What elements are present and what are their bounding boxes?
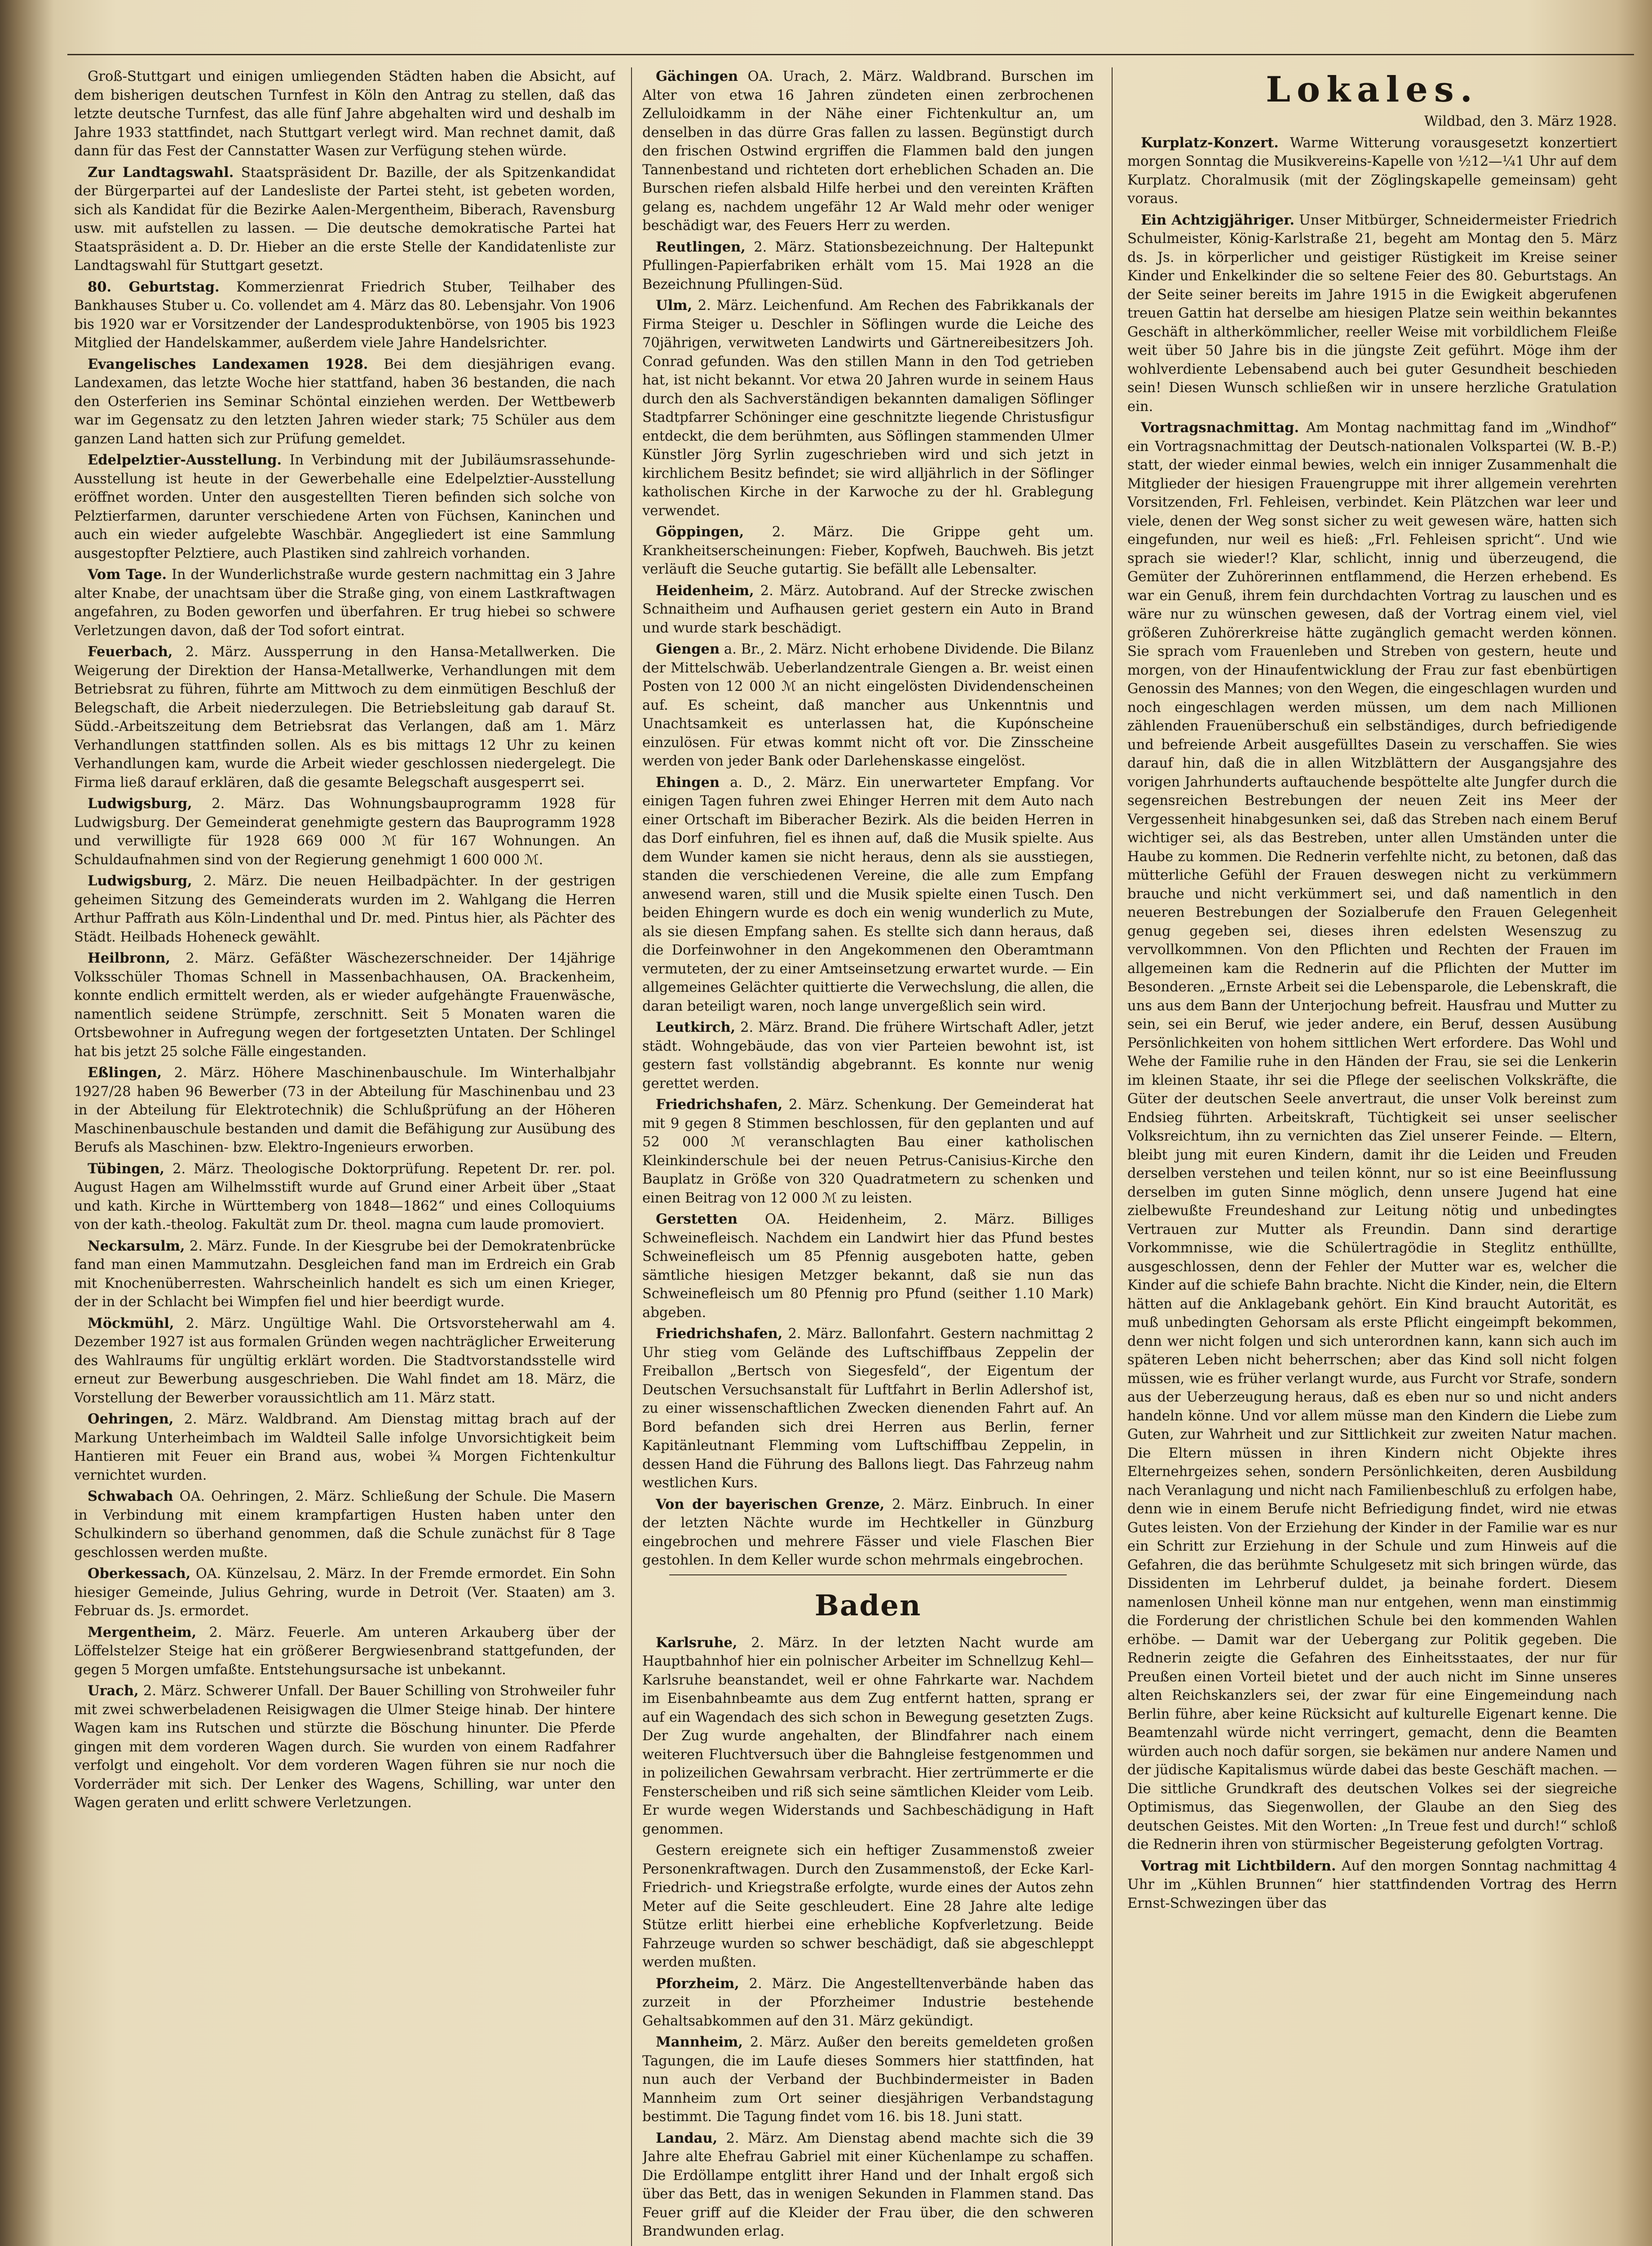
article-text: OA. Urach, 2. März. Waldbrand. Burschen im Alter von etwa 16 Jahren zündeten einen zerbrochenen Zelluloidkamm in der Nähe einer Fichtenkultur an, um denselben in das dürre Gras fallen zu lassen. Begünstigt durch den frischen Ostwind ergriffen die Flammen bald den jungen Tannenbestand und richteten dort erheblichen Schaden an. Die Burschen riefen alsbald Hilfe herbei und den vereinten Kräften gelang es, nachdem ungefähr 12 Ar Wald mehr oder weniger beschädigt war, des Feuers Herr zu werden.: [642, 69, 1094, 234]
article-text: 2. März. Außer den bereits gemeldeten großen Tagungen, die im Laufe dieses Sommers hier stattfinden, hat nun auch der Verband der Buchbindermeister in Baden Mannheim zum Ort seiner diesjährigen Verbandstagung bestimmt. Die Tagung findet vom 16. bis 18. Juni statt.: [642, 2034, 1094, 2125]
top-rule: [67, 54, 1634, 55]
article-headline: Feuerbach,: [88, 644, 173, 660]
article-headline: Vortragsnachmittag.: [1141, 420, 1299, 436]
article-headline: Neckarsulm,: [88, 1238, 185, 1254]
article-paragraph: [642, 774, 1094, 1016]
article-headline: Göppingen,: [656, 524, 744, 540]
article-headline: Ulm,: [656, 297, 693, 314]
article-headline: Von der bayerischen Grenze,: [656, 1496, 885, 1512]
article-paragraph: [642, 1096, 1094, 1207]
article-headline: Kurplatz-Konzert.: [1141, 134, 1279, 151]
article-text: Groß-Stuttgart und einigen umliegenden Städten haben die Absicht, auf dem bisherigen deutschen Turnfest in Köln den Antrag zu stellen, daß das letzte deutsche Turnfest, das alle fünf Jahre abgehalten wird und deshalb im Jahre 1933 stattfindet, nach Stuttgart verlegt wird. Man rechnet damit, daß dann für das Fest der Cannstatter Wasen zur Verfügung stehen würde.: [74, 69, 615, 159]
article-paragraph: [74, 795, 615, 869]
article-headline: 80. Geburtstag.: [88, 279, 220, 295]
article-paragraph: [74, 1314, 615, 1408]
article-paragraph: [642, 2129, 1094, 2241]
article-text: 2. März. Schenkung. Der Gemeinderat hat mit 9 gegen 8 Stimmen beschlossen, für den geplanten und auf 52 000 ℳ veranschlagten Bau einer katholischen Kleinkinderschule bei der neuen Petrus-Canisius-Kirche den Bauplatz in Größe von 320 Quadratmetern zu schenken und einen Beitrag von 12 000 ℳ zu leisten.: [642, 1097, 1094, 1206]
article-paragraph: [74, 278, 615, 353]
article-headline: Friedrichshafen,: [656, 1096, 783, 1113]
article-paragraph: [74, 1237, 615, 1312]
article-text: OA. Künzelsau, 2. März. In der Fremde ermordet. Ein Sohn hiesiger Gemeinde, Julius Gehring, wurde in Detroit (Ver. Staaten) am 3. Februar ds. Js. ermordet.: [74, 1566, 615, 1619]
article-headline: Gerstetten: [656, 1211, 738, 1227]
article-headline: Landau,: [656, 2130, 718, 2146]
article-headline: Möckmühl,: [88, 1315, 174, 1331]
article-text: 2. März. Autobrand. Auf der Strecke zwischen Schnaitheim und Aufhausen geriet gestern ein Auto in Brand und wurde stark beschädigt.: [642, 583, 1094, 636]
article-paragraph: [642, 640, 1094, 771]
local-news: [1127, 134, 1617, 1913]
article-headline: Reutlingen,: [656, 239, 746, 255]
article-text: 2. März. Funde. In der Kiesgrube bei der Demokratenbrücke fand man einen Mammutzahn. Desgleichen fand man im Erdreich ein Grab mit Knochenüberresten. Wahrscheinlich handelt es sich um einen Krieger, der in der Schlacht bei Wimpfen fiel und hier beerdigt wurde.: [74, 1238, 615, 1310]
article-headline: Vom Tage.: [88, 566, 167, 583]
article-paragraph: [74, 643, 615, 792]
article-headline: Leutkirch,: [656, 1019, 736, 1035]
wuerttemberg-news-continued: [642, 67, 1094, 1570]
article-paragraph: [74, 1410, 615, 1485]
article-text: In Verbindung mit der Jubiläumsrassehunde-Ausstellung ist heute in der Gewerbehalle eine Edelpelztier-Ausstellung eröffnet worden. Unter den ausgestellten Tieren befinden sich solche von Pelztierfarmen, darunter verschiedene Arten von Füchsen, Kaninchen und auch ein wieder aufgelebte Waschbär. Angegliedert ist eine Sammlung ausgestopfter Pelztiere, auch Plastiken sind zahlreich vorhanden.: [74, 452, 615, 562]
article-paragraph: [642, 1841, 1094, 1972]
article-headline: Mergentheim,: [88, 1624, 197, 1640]
column-lokales: [1127, 67, 1617, 2246]
article-text: 2. März. Feuerle. Am unteren Arkauberg über der Löffelstelzer Steige hat ein größerer Bergwiesenbrand stattgefunden, der gegen 5 Morgen umfaßte. Entstehungsursache ist unbekannt.: [74, 1624, 615, 1678]
column-divider: [631, 67, 632, 2246]
article-headline: Vortrag mit Lichtbildern.: [1141, 1857, 1336, 1874]
article-paragraph: [1127, 211, 1617, 416]
article-paragraph: [74, 164, 615, 275]
article-text: Am Montag nachmittag fand im „Windhof“ ein Vortragsnachmittag der Deutsch-nationalen Volkspartei (W. B.-P.) statt, der wieder einmal bewies, welch ein inniger Zusammenhalt die Mitglieder der hiesigen Frauengruppe mit ihrer allgemein verehrten Vorsitzenden, Frl. Fehleisen, verbindet. Kein Plätzchen war leer und viele, denen der Weg sonst sicher zu weit gewesen wäre, hatten sich eingefunden, nur weil es hieß: „Frl. Fehleisen spricht“. Und wie sprach sie wieder!? Klar, schlicht, innig und überzeugend, die Gemüter der Zuhörerinnen entflammend, die Herzen erhebend. Es war ein Genuß, ihrem fein durchdachten Vortrag zu lauschen und es wäre nur zu wünschen gewesen, daß der Vortrag einem viel, viel größeren Zuhörerkreise hätte zugänglich gemacht werden können. Sie sprach vom Frauenleben und Streben von gestern, heute und morgen, von der Hinaufentwicklung der Frau zur fast ebenbürtigen Genossin des Mannes; von den Wegen, die eingeschlagen wurden und noch eingeschlagen werden müssen, um dem nach Millionen zählenden Frauenüberschuß ein selbständiges, durch befriedigende und befreiende Arbeit ausgefülltes Dasein zu verschaffen. Sie wies darauf hin, daß die in allen Witzblättern der Ausgangsjahre des vorigen Jahrhunderts auftauchende bespöttelte alte Jungfer durch die segensreichen Bestrebungen der neuen Zeit ins Meer der Vergessenheit hinabgesunken sei, daß das Streben nach einem Beruf wichtiger sei, als das Bestreben, unter allen Umständen unter die Haube zu kommen. Die Rednerin verfehlte nicht, zu betonen, daß das mütterliche Gefühl der Frauen deswegen nicht zu verkümmern brauche und nicht verkümmert sei, und daß namentlich in den neueren Bestrebungen der Sozialberufe den Frauen Gelegenheit genug gegeben sei, dieses ihren edelsten Wesenszug zu vervollkommnen. Von den Pflichten und Rechten der Frauen im allgemeinen kam die Rednerin auf die Pflichten der Mutter im Besonderen. „Ernste Arbeit sei die Lebensparole, die Lebenskraft, die uns aus dem Bann der Unterjochung befreit. Hausfrau und Mutter zu sein, sei ein Beruf, wie jeder andere, ein Beruf, dessen Ausübung Persönlichkeiten von hohem sittlichen Wert erfordere. Das Wohl und Wehe der Familie ruhe in den Händen der Frau, sie sei die Lenkerin im kleinen Staate, ihr sei die Pflege der seelischen Volkskräfte, die Güter der deutschen Seele anvertraut, die unser Volk bereinst zum Endsieg führten. Arbeitskraft, Tüchtigkeit sei unser seelischer Volksreichtum, ihn zu vernichten das Ziel unserer Feinde. — Eltern, bleibt jung mit euren Kindern, damit ihr die Leiden und Freuden derselben verstehen und teilen könnt, nur so ist eine Beeinflussung derselben im guten Sinne möglich, denn unsere Jugend hat eine zielbewußte Freundeshand zur Leitung nötig und unbedingtes Vertrauen zur Mutter als Freundin. Dann sind derartige Vorkommnisse, wie die Schülertragödie in Steglitz enthüllte, ausgeschlossen, denn der Fehler der Mutter war es, welcher die Kinder auf die schiefe Bahn brachte. Nicht die Kinder, nein, die Eltern hätten auf die Anklagebank gehört. Ein Kind braucht Autorität, es muß unbedingten Gehorsam als erste Pflicht eingeimpft bekommen, denn wer nicht folgen und sich unterordnen kann, kann sich auch im späteren Leben nicht beherrschen; aber das Kind soll nicht folgen müssen, wie es früher verlangt wurde, aus Furcht vor Strafe, sondern aus der Ueberzeugung heraus, daß es eben nur so und nicht anders handeln könne. Und vor allem müsse man den Kindern die Liebe zum Guten, zur Wahrheit und zur Sittlichkeit zur zweiten Natur machen. Die Eltern müssen in ihren Kindern nicht Objekte ihres Elternehrgeizes sehen, sondern Persönlichkeiten, deren Ausbildung nach Veranlagung und nicht nach Familienbeschluß zu erfolgen habe, denn wie in einem Berufe nicht Befriedigung findet, wird nie etwas Gutes leisten. Von der Erziehung der Kinder in der Familie war es nur ein Schritt zur Erziehung in der Schule und zum Hinweis auf die Gefahren, die das berühmte Schulgesetz mit sich bringen würde, das Dissidenten im Lehrberuf duldet, ja beinahe fordert. Diesem namenlosen Unheil könne man nur entgehen, wenn man einstimmig die Forderung der christlichen Schule bei den kommenden Wahlen erhöbe. — Damit war der Uebergang zur Politik gegeben. Die Rednerin zeigte die Gefahren des Einheitsstaates, der nur für Preußen einen Vorteil bietet und der auch nicht im Sinne unseres alten Reichskanzlers sei, der zwar für eine Eingemeindung nach Berlin führe, aber keine Rücksicht auf kulturelle Eigenart kenne. Die Beamtenzahl würde nicht verringert, gemacht, denn die Beamten würden auch noch dafür sorgen, sie bekämen nur andere Namen und der jüdische Kapitalismus würde dabei das beste Geschäft machen. — Die sittliche Grundkraft des deutschen Volkes sei der siegreiche Optimismus, das Siegenwollen, der Glaube an den Sieg des deutschen Geistes. Mit den Worten: „In Treue fest und durch!“ schloß die Rednerin ihren von stürmischer Begeisterung gefolgten Vortrag.: [1127, 420, 1617, 1853]
baden-news: [642, 1634, 1094, 2241]
article-paragraph: [74, 451, 615, 563]
article-headline: Urach,: [88, 1683, 139, 1699]
column-wuerttemberg-news: [74, 67, 615, 2246]
article-headline: Zur Landtagswahl.: [88, 164, 234, 181]
article-paragraph: [74, 949, 615, 1061]
article-paragraph: [1127, 1857, 1617, 1913]
article-paragraph: [642, 1325, 1094, 1493]
article-text: 2. März. Die neuen Heilbadpächter. In der gestrigen geheimen Sitzung des Gemeinderats wurden im 2. Wahlgang die Herren Arthur Paffrath aus Köln-Lindenthal und Dr. med. Pintus hier, als Pächter des Städt. Heilbads Hoheneck gewählt.: [74, 873, 615, 945]
article-headline: Evangelisches Landexamen 1928.: [88, 356, 368, 372]
article-paragraph: [642, 296, 1094, 520]
article-headline: Edelpelztier-Ausstellung.: [88, 452, 282, 468]
article-headline: Ludwigsburg,: [88, 796, 192, 812]
article-text: 2. März. Gefäßter Wäschezerschneider. Der 14jährige Volksschüler Thomas Schnell in Massenbachhausen, OA. Brackenheim, konnte endlich ermittelt werden, als er wieder aufgehängte Frauenwäsche, namentlich seidene Strümpfe, zerschnitt. Seit 5 Monaten waren die Ortsbewohner in Aufregung wegen der fortgesetzten Untaten. Der Schlingel hat bis jetzt 25 solche Fälle eingestanden.: [74, 951, 615, 1060]
dateline: Wildbad, den 3. März 1928.: [1424, 114, 1617, 129]
column-divider: [1112, 67, 1113, 2246]
article-headline: Giengen: [656, 641, 720, 657]
article-paragraph: [74, 1565, 615, 1621]
article-headline: Schwabach: [88, 1488, 173, 1504]
article-paragraph: [1127, 134, 1617, 208]
section-rule: [669, 1574, 1067, 1575]
article-text: 2. März. Brand. Die frühere Wirtschaft Adler, jetzt städt. Wohngebäude, das von vier Parteien bewohnt ist, ist gestern fast vollständig abgebrannt. Es konnte nur wenig gerettet werden.: [642, 1020, 1094, 1092]
article-paragraph: [642, 1634, 1094, 1839]
article-paragraph: [1127, 419, 1617, 1854]
article-text: In der Wunderlichstraße wurde gestern nachmittag ein 3 Jahre alter Knabe, der unachtsam über die Straße ging, von einem Lastkraftwagen angefahren, zu Boden geworfen und überfahren. Er trug hiebei so schwere Verletzungen davon, daß der Tod sofort eintrat.: [74, 567, 615, 639]
article-text: Auf den morgen Sonntag nachmittag 4 Uhr im „Kühlen Brunnen“ hier stattfindenden Vortrag des Herrn Ernst-Schwezingen über das: [1127, 1858, 1617, 1911]
article-headline: Tübingen,: [88, 1160, 165, 1177]
article-paragraph: [74, 872, 615, 946]
article-text: 2. März. Stationsbezeichnung. Der Haltepunkt Pfullingen-Papierfabriken erhält vom 15. Mai 1928 an die Bezeichnung Pfullingen-Süd.: [642, 239, 1094, 292]
article-text: 2. März. Die Angestelltenverbände haben das zurzeit in der Pforzheimer Industrie bestehende Gehaltsabkommen auf den 31. März gekündigt.: [642, 1976, 1094, 2029]
article-headline: Heidenheim,: [656, 582, 754, 599]
article-text: 2. März. Ungültige Wahl. Die Ortsvorsteherwahl am 4. Dezember 1927 ist aus formalen Gründen wegen nachträglicher Erweiterung des Wahlraums für ungültig erklärt worden. Die Stadtvorstandsstelle wird erneut zur Bewerbung ausgeschrieben. Die Wahl findet am 18. März, die Vorstellung der Bewerber voraussichtlich am 11. März statt.: [74, 1315, 615, 1406]
section-heading-baden: Baden: [814, 1588, 922, 1623]
article-paragraph: [642, 238, 1094, 294]
article-text: 2. März. Schwerer Unfall. Der Bauer Schilling von Strohweiler fuhr mit zwei schwerbeladenen Reisigwagen die Ulmer Steige hinab. Der hintere Wagen kam ins Rutschen und stürzte die Böschung hinunter. Die Pferde gingen mit dem vorderen Wagen durch. Sie wurden von einem Radfahrer verfolgt und eingeholt. Vor dem vorderen Wagen führen sie nur noch die Vorderräder mit sich. Der Lenker des Wagens, Schilling, war unter den Wagen geraten und erlitt schwere Verletzungen.: [74, 1683, 615, 1811]
article-headline: Heilbronn,: [88, 950, 171, 966]
article-paragraph: [642, 1975, 1094, 2031]
section-heading-lokales: Lokales.: [1266, 69, 1479, 110]
article-paragraph: [642, 523, 1094, 579]
article-headline: Pforzheim,: [656, 1975, 739, 1992]
article-text: 2. März. Ballonfahrt. Gestern nachmittag 2 Uhr stieg vom Gelände des Luftschiffbaus Zeppelin der Freiballon „Bertsch von Siegesfeld“, der Eigentum der Deutschen Versuchsanstalt für Luftfahrt in Berlin Adlershof ist, zu einer wissenschaftlichen Zwecken dienenden Fahrt auf. An Bord befanden sich drei Herren aus Berlin, ferner Kapitänleutnant Flemming vom Luftschiffbau Zeppelin, in dessen Hand die Führung des Ballons liegt. Das Fahrzeug nahm westlichen Kurs.: [642, 1326, 1094, 1491]
article-paragraph: [642, 1495, 1094, 1570]
article-headline: Friedrichshafen,: [656, 1326, 783, 1342]
article-paragraph: [74, 1623, 615, 1680]
article-headline: Karlsruhe,: [656, 1634, 738, 1651]
article-text: 2. März. Leichenfund. Am Rechen des Fabrikkanals der Firma Steiger u. Deschler in Söflingen wurde die Leiche des 70jährigen, verwitweten Landwirts und Gärtnereibesitzers Joh. Conrad gefunden. Was den stillen Mann in den Tod getrieben hat, ist nicht bekannt. Vor etwa 20 Jahren wurde in seinem Haus durch den als Sachverständigen bekannten damaligen Söflinger Stadtpfarrer Schöninger eine geschnitzte liegende Christusfigur entdeckt, die dem berühmten, aus Söflingen stammenden Ulmer Künstler Jörg Syrlin zugeschrieben wird und sich jetzt in kirchlichem Besitz befindet; sie wird alljährlich in der Söflinger katholischen Kirche in der Karwoche zu der hl. Grablegung verwendet.: [642, 298, 1094, 519]
article-paragraph: [642, 2033, 1094, 2127]
article-text: Staatspräsident Dr. Bazille, der als Spitzenkandidat der Bürgerpartei auf der Landesliste der Partei steht, ist gebeten worden, sich als Kandidat für die Bezirke Aalen-Mergentheim, Biberach, Ravensburg usw. mit aufstellen zu lassen. — Die deutsche demokratische Partei hat Staatspräsident a. D. Dr. Hieber an die erste Stelle der Kandidatenliste zur Landtagswahl für Stuttgart gesetzt.: [74, 164, 615, 274]
article-paragraph: [74, 67, 615, 161]
article-paragraph: [74, 1487, 615, 1562]
article-text: OA. Heidenheim, 2. März. Billiges Schweinefleisch. Nachdem ein Landwirt hier das Pfund bestes Schweinefleisch um 85 Pfennig ausgeboten hatte, geben sämtliche hiesigen Metzger bekannt, daß sie nun das Schweinefleisch um 80 Pfennig pro Pfund (seither 1.10 Mark) abgeben.: [642, 1211, 1094, 1321]
article-paragraph: [642, 1018, 1094, 1093]
article-text: a. D., 2. März. Ein unerwarteter Empfang. Vor einigen Tagen fuhren zwei Ehinger Herren mit dem Auto nach einer Ortschaft im Biberacher Bezirk. Als die beiden Herren in das Dorf einfuhren, fiel es ihnen auf, daß die Musik spielte. Aus dem Wunder kamen sie nicht heraus, denn als sie ausstiegen, standen die verschiedenen Vereine, die alle zum Empfang anwesend waren, still und die Musik spielte einen Tusch. Den beiden Ehingern wurde es doch ein wenig wunderlich zu Mute, als sie diesen Empfang sahen. Es stellte sich dann heraus, daß die Dorfeinwohner in den Angekommenen den Oberamtmann vermuteten, der zu einer Amtseinsetzung erwartet wurde. — Ein allgemeines Gelächter quittierte die Verwechslung, die allen, die daran beteiligt waren, noch lange unvergeßlich sein wird.: [642, 774, 1094, 1014]
article-text: a. Br., 2. März. Nicht erhobene Dividende. Die Bilanz der Mittelschwäb. Ueberlandzentrale Giengen a. Br. weist einen Posten von 12 000 ℳ an nicht eingelösten Dividendenscheinen auf. Es scheint, daß mancher aus Unkenntnis und Unachtsamkeit es unterlassen hat, die Kupónscheine einzulösen. Für etwas kommt nicht oft vor. Die Zinsscheine werden von jeder Bank oder Darlehenskasse eingelöst.: [642, 641, 1094, 769]
article-text: 2. März. Aussperrung in den Hansa-Metallwerken. Die Weigerung der Direktion der Hansa-Metallwerke, Verhandlungen mit dem Betriebsrat zu führen, führte am Mittwoch zu dem einmütigen Beschluß der Belegschaft, die Arbeit niederzulegen. Die Betriebsleitung gab darauf St. Südd.-Arbeitszeitung dem Betriebsrat das Verlangen, daß am 1. März Verhandlungen stattfinden sollen. Als es bis mittags 12 Uhr zu keinen Verhandlungen kam, wurde die Arbeit wieder geschlossen niedergelegt. Die Firma ließ darauf erklären, daß die gesamte Belegschaft ausgesperrt sei.: [74, 644, 615, 791]
article-text: 2. März. Die Grippe geht um. Krankheitserscheinungen: Fieber, Kopfweh, Bauchweh. Bis jetzt verläuft die Seuche gutartig. Sie befällt alle Lebensalter.: [642, 524, 1094, 577]
article-text: 2. März. Das Wohnungsbauprogramm 1928 für Ludwigsburg. Der Gemeinderat genehmigte gestern das Bauprogramm 1928 und verwilligte für 1928 669 000 ℳ für 167 Wohnungen. An Schuldaufnahmen sind von der Regierung genehmigt 1 600 000 ℳ.: [74, 796, 615, 868]
article-text: 2. März. Waldbrand. Am Dienstag mittag brach auf der Markung Unterheimbach im Waldteil Salle infolge Unvorsichtigkeit beim Hantieren mit Feuer ein Brand aus, wobei ¾ Morgen Fichtenkultur vernichtet wurden.: [74, 1411, 615, 1483]
article-paragraph: [642, 1210, 1094, 1322]
article-paragraph: [642, 582, 1094, 638]
article-text: 2. März. Einbruch. In einer der letzten Nächte wurde im Hechtkeller in Günzburg eingebrochen und mehrere Fässer und viele Flaschen Bier gestohlen. In dem Keller wurde schon mehrmals eingebrochen.: [642, 1496, 1094, 1568]
article-headline: Ehingen: [656, 774, 720, 791]
article-text: 2. März. Theologische Doktorprüfung. Repetent Dr. rer. pol. August Hagen am Wilhelmsstift wurde auf Grund einer Arbeit über „Staat und kath. Kirche in Württemberg von 1848—1862“ und eines Colloquiums von der kath.-theolog. Fakultät zum Dr. theol. magna cum laude promoviert.: [74, 1161, 615, 1233]
article-paragraph: [642, 67, 1094, 235]
article-headline: Eßlingen,: [88, 1065, 162, 1081]
article-headline: Mannheim,: [656, 2034, 743, 2050]
article-text: Kommerzienrat Friedrich Stuber, Teilhaber des Bankhauses Stuber u. Co. vollendet am 4. März das 80. Lebensjahr. Von 1906 bis 1920 war er Vorsitzender der Landesproduktenbörse, von 1905 bis 1923 Mitglied der Handelskammer, außerdem viele Jahre Handelsrichter.: [74, 279, 615, 351]
article-text: Gestern ereignete sich ein heftiger Zusammenstoß zweier Personenkraftwagen. Durch den Zusammenstoß, der Ecke Karl-Friedrich- und Kriegstraße erfolgte, wurde eines der Autos zehn Meter auf die Seite geschleudert. Eine 28 Jahre alte ledige Stütze erlitt hierbei eine erhebliche Kopfverletzung. Beide Fahrzeuge wurden so schwer beschädigt, daß sie abgeschleppt werden mußten.: [642, 1843, 1094, 1970]
article-text: OA. Oehringen, 2. März. Schließung der Schule. Die Masern in Verbindung mit einem krampfartigen Husten haben unter den Schulkindern so überhand genommen, daß die Schule zunächst für 8 Tage geschlossen werden mußte.: [74, 1489, 615, 1561]
article-headline: Oberkessach,: [88, 1565, 191, 1582]
article-text: 2. März. Am Dienstag abend machte sich die 39 Jahre alte Ehefrau Gabriel mit einer Küchenlampe zu schaffen. Die Erdöllampe entglitt ihrer Hand und der Inhalt ergoß sich über das Bett, das in wenigen Sekunden in Flammen stand. Das Feuer griff auf die Kleider der Frau über, die den schweren Brandwunden erlag.: [642, 2130, 1094, 2239]
article-paragraph: [74, 1682, 615, 1813]
article-text: Bei dem diesjährigen evang. Landexamen, das letzte Woche hier stattfand, haben 36 bestanden, die nach den Osterferien ins Seminar Schöntal einziehen werden. Der Wettbewerb war im Gegensatz zu den letzten Jahren wieder stark; 75 Schüler aus dem ganzen Land hatten sich zur Prüfung gemeldet.: [74, 356, 615, 447]
article-text: 2. März. In der letzten Nacht wurde am Hauptbahnhof hier ein polnischer Arbeiter im Schnellzug Kehl—Karlsruhe beanstandet, weil er ohne Fahrkarte war. Nachdem im Eisenbahnbeamte aus dem Zug entfernt hatten, sprang er auf ein Wagendach des sich schon in Bewegung gesetzten Zugs. Der Zug wurde angehalten, der Blindfahrer nach einem weiteren Fluchtversuch über die Bahngleise festgenommen und in polizeilichen Gewahrsam verbracht. Hier zertrümmerte er die Fensterscheiben und riß sich seine sämtlichen Kleider vom Leib. Er wurde wegen Widerstands und Sachbeschädigung in Haft genommen.: [642, 1635, 1094, 1837]
article-headline: Ein Achtzigjähriger.: [1141, 212, 1294, 228]
article-headline: Oehringen,: [88, 1411, 174, 1427]
article-paragraph: [74, 355, 615, 449]
article-paragraph: [74, 1160, 615, 1234]
article-paragraph: [74, 1064, 615, 1157]
column-regional-news: [642, 67, 1094, 2246]
article-text: Warme Witterung vorausgesetzt konzertiert morgen Sonntag die Musikvereins-Kapelle von ½12—¼1 Uhr auf dem Kurplatz. Choralmusik (mit der Zöglingskapelle gemeinsam) geht voraus.: [1127, 135, 1617, 207]
article-paragraph: [74, 566, 615, 640]
article-headline: Gächingen: [656, 68, 738, 84]
article-text: Unser Mitbürger, Schneidermeister Friedrich Schulmeister, König-Karlstraße 21, begeht am Montag den 5. März ds. Js. in körperlicher und geistiger Rüstigkeit im Kreise seiner Kinder und Enkelkinder die so seltene Feier des 80. Geburtstags. An der Seite seiner bereits im Jahre 1915 in die Ewigkeit abgerufenen treuen Gattin hat derselbe am hiesigen Platze sein weithin bekanntes Geschäft in altherkömmlicher, reeller Weise mit vorbildlichem Fleiße weit über 50 Jahre bis in die jüngste Zeit geführt. Möge ihm der wohlverdiente Lebensabend auch bei guter Gesundheit beschieden sein! Diesen Wunsch schließen wir in unsere herzliche Gratulation ein.: [1127, 212, 1617, 415]
article-headline: Ludwigsburg,: [88, 873, 192, 889]
article-text: 2. März. Höhere Maschinenbauschule. Im Winterhalbjahr 1927/28 haben 96 Bewerber (73 in der Abteilung für Maschinenbau und 23 in der Abteilung für Elektrotechnik) die Schlußprüfung an der Höheren Maschinenbauschule bestanden und damit die Befähigung zur Ausübung des Berufs als Maschinen- bzw. Elektro-Ingenieurs erworben.: [74, 1065, 615, 1155]
